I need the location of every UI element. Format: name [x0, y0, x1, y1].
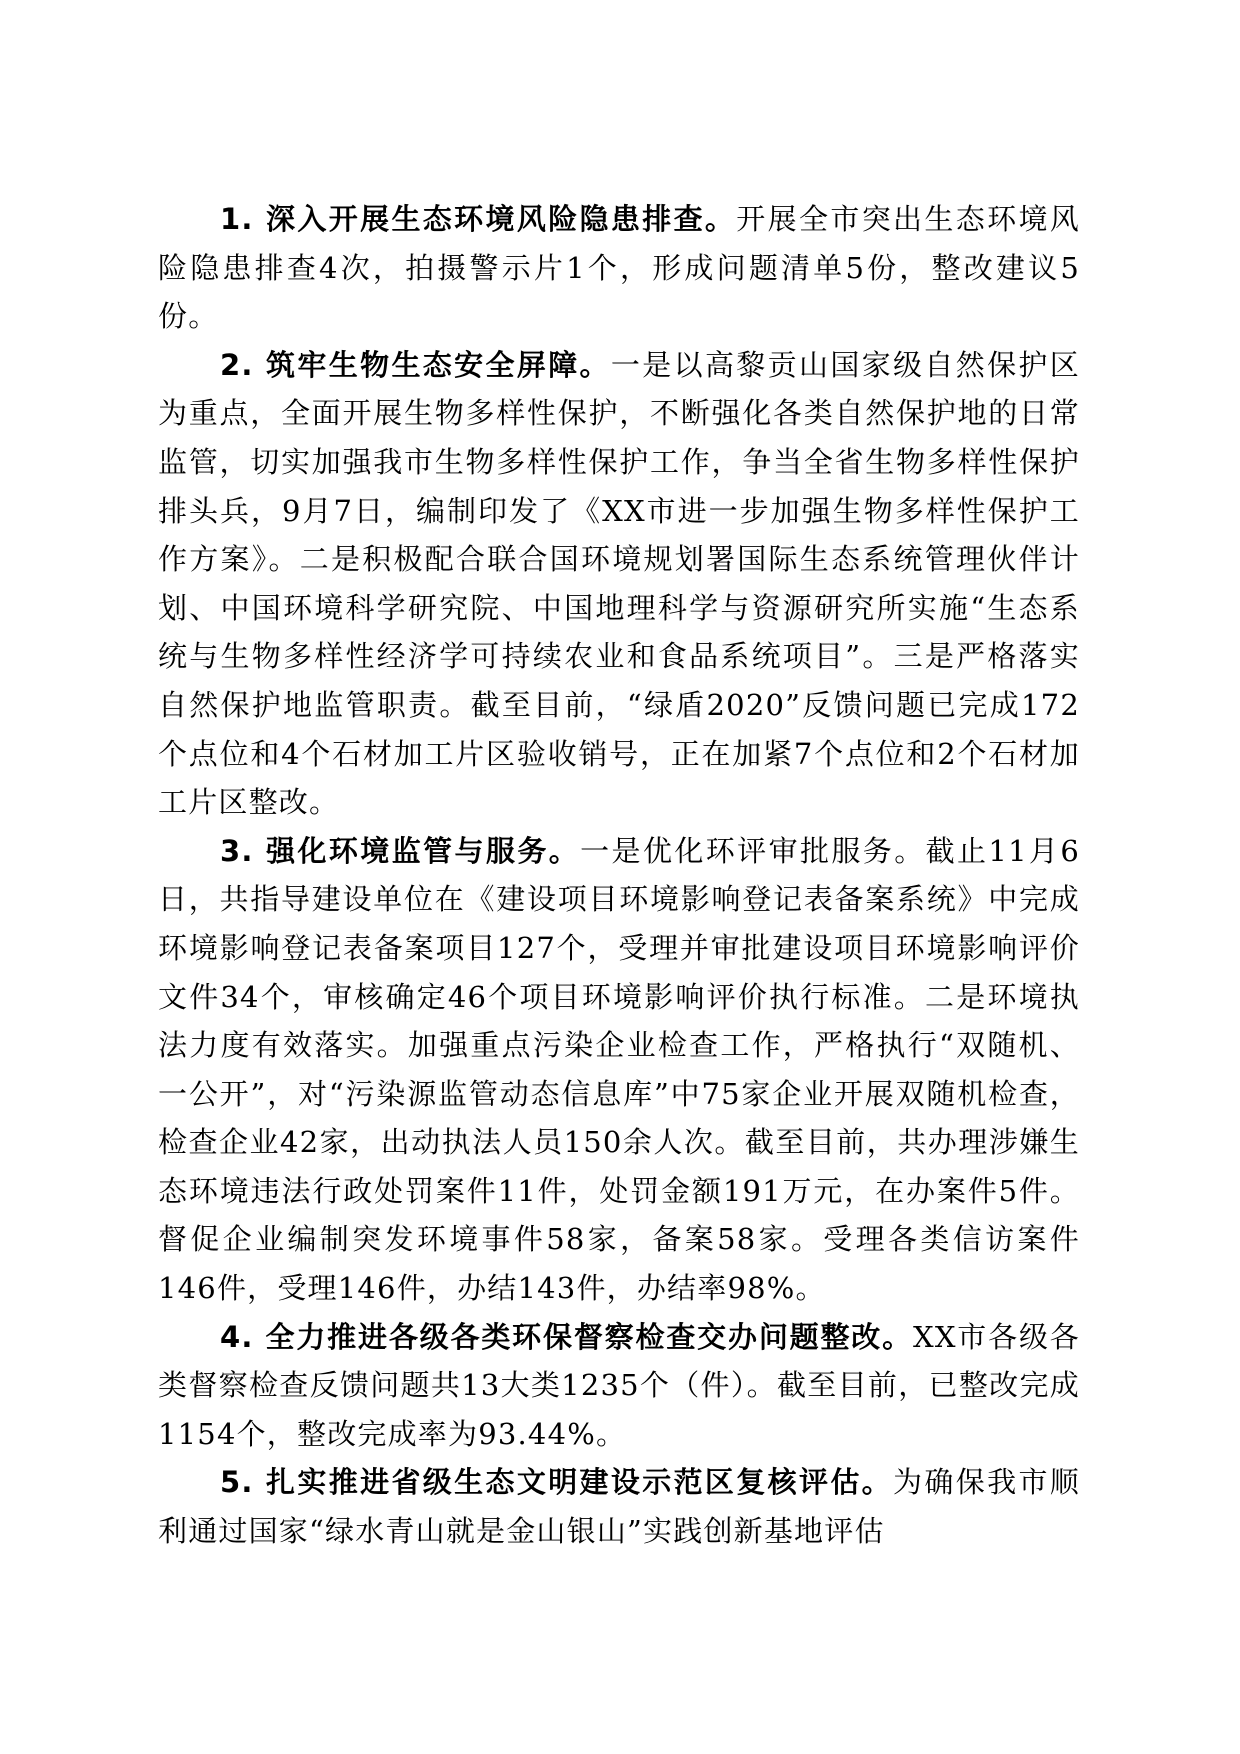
paragraph-1-body: 开展全市突出生态环境风险隐患排查4次，拍摄警示片1个，形成问题清单5份，整改建议5份。 [158, 202, 1080, 334]
paragraph-1-heading: 1. 深入开展生态环境风险隐患排查。 [220, 202, 737, 236]
paragraph-4-body: XX市各级各类督察检查反馈问题共13大类1235个（件）。截至目前，已整改完成1154个，整改完成率为93.44%。 [158, 1319, 1080, 1451]
paragraph-5-body: 为确保我市顺利通过国家“绿水青山就是金山银山”实践创新基地评估 [158, 1465, 1080, 1549]
paragraph-5 [158, 1458, 1080, 1555]
paragraph-4 [158, 1313, 1080, 1459]
paragraph-3-body: 一是优化环评审批服务。截止11月6日，共指导建设单位在《建设项目环境影响登记表备案系统》中完成环境影响登记表备案项目127个，受理并审批建设项目环境影响评价文件34个，审核确定46个项目环境影响评价执行标准。二是环境执法力度有效落实。加强重点污染企业检查工作，严格执行“双随机、一公开”，对“污染源监管动态信息库”中75家企业开展双随机检查，检查企业42家，出动执法人员150余人次。截至目前，共办理涉嫌生态环境违法行政处罚案件11件，处罚金额191万元，在办案件5件。督促企业编制突发环境事件58家，备案58家。受理各类信访案件146件，受理146件，办结143件，办结率98%。 [158, 833, 1080, 1306]
paragraph-1 [158, 195, 1080, 341]
paragraph-3-heading: 3. 强化环境监管与服务。 [220, 833, 581, 868]
paragraph-2-body: 一是以高黎贡山国家级自然保护区为重点，全面开展生物多样性保护，不断强化各类自然保护地的日常监管，切实加强我市生物多样性保护工作，争当全省生物多样性保护排头兵，9月7日，编制印发了《XX市进一步加强生物多样性保护工作方案》。二是积极配合联合国环境规划署国际生态系统管理伙伴计划、中国环境科学研究院、中国地理科学与资源研究所实施“生态系统与生物多样性经济学可持续农业和食品系统项目”。三是严格落实自然保护地监管职责。截至目前，“绿盾2020”反馈问题已完成172个点位和4个石材加工片区验收销号，正在加紧7个点位和2个石材加工片区整改。 [158, 347, 1080, 820]
paragraph-4-heading: 4. 全力推进各级各类环保督察检查交办问题整改。 [220, 1319, 913, 1354]
paragraph-2 [158, 341, 1080, 827]
paragraph-2-heading: 2. 筑牢生物生态安全屏障。 [220, 347, 611, 382]
document-page [158, 195, 1080, 1556]
paragraph-3 [158, 827, 1080, 1313]
paragraph-5-heading: 5. 扎实推进省级生态文明建设示范区复核评估。 [220, 1465, 894, 1500]
